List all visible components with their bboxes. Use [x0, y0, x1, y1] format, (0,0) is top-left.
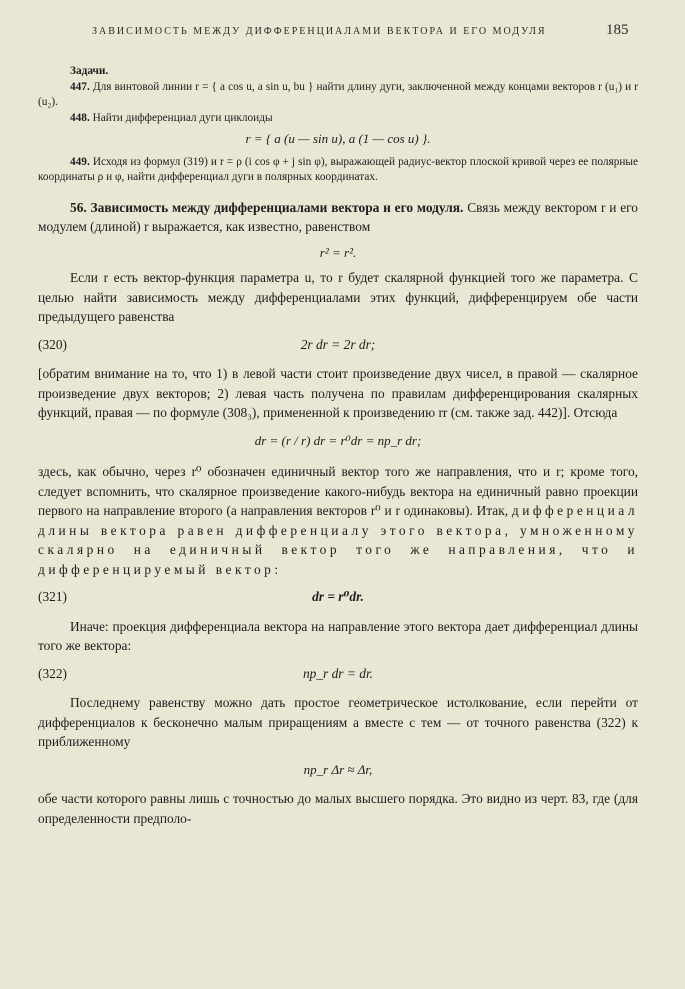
equation-322: [38, 664, 638, 684]
paragraph-1: Если r есть вектор-функция параметра u, то r будет скалярной функцией того же параметра. С целью найти зависимость между дифференциалами этих функций, дифференцируем обе части предыдущего равенства: [38, 270, 638, 324]
paragraph-3-text: здесь, как обычно, через r⁰ обозначен единичный вектор того же направления, что и r; кроме того, следует вспомнить, что скалярное произведение какого-нибудь вектора на единичный равно проекции первого на направление второго (а направления векторов r⁰ и r одинаковы). Итак,: [38, 464, 638, 518]
problem-449: [38, 155, 638, 186]
running-title: ЗАВИСИМОСТЬ МЕЖДУ ДИФФЕРЕНЦИАЛАМИ ВЕКТОРА И ЕГО МОДУЛЯ: [92, 26, 547, 37]
paragraph-2: [обратим внимание на то, что 1) в левой части стоит произведение двух чисел, в правой — скалярное произведение двух векторов; 2) левая часть получена по правилам дифференцирования скалярных функций, правая — по формуле (308₃), примененной к произведению rr (см. также зад. 442)]. Отсюда: [38, 366, 638, 420]
equation-number: (321): [38, 589, 68, 604]
section-title: 56. Зависимость между дифференциалами вектора и его модуля.: [70, 199, 464, 215]
equation-body: dr = r⁰dr.: [312, 589, 364, 604]
page-content: [38, 58, 638, 828]
equation-321: [38, 587, 638, 607]
equation-number: (320): [38, 336, 68, 352]
equation-320: [38, 335, 638, 355]
problem-448: [38, 111, 638, 127]
modulus-square-formula: r² = r².: [319, 244, 357, 260]
paragraph-4: Иначе: проекция дифференциала вектора на направление этого вектора дает дифференциал длины того же вектора:: [38, 618, 638, 653]
problems-heading: Задачи.: [70, 65, 109, 77]
problem-text: Найти дифференциал дуги циклоиды: [92, 111, 273, 124]
problem-number: 448.: [70, 111, 90, 124]
paragraph-6: обе части которого равны лишь с точностью до малых высшего порядка. Это видно из черт. 83, где (для определенности предполо-: [38, 791, 638, 826]
emphasized-rule: дифференциал длины вектора равен дифференциалу этого вектора, умноженному скалярно на единичный вектор того же направления, что и дифференцируемый вектор:: [38, 503, 638, 577]
problem-text: Исходя из формул (319) и r = ρ (i cos φ + j sin φ), выражающей радиус-вектор плоской кривой через ее полярные координаты ρ и φ, найти дифференциал дуги в полярных координатах.: [38, 155, 638, 183]
paragraph-5: Последнему равенству можно дать простое геометрическое истолкование, если перейти от дифференциалов к бесконечно малым приращениям а вместе с тем — от точного равенства (322) к приближенному: [38, 695, 638, 749]
problem-number: 449.: [70, 155, 90, 168]
section-56: [38, 198, 638, 237]
problems-block: [38, 64, 638, 186]
equation-number: (322): [38, 665, 68, 681]
dr-formula: dr = (r / r) dr = r⁰dr = пр_r dr;: [254, 432, 422, 448]
problem-number: 447.: [70, 80, 90, 93]
cycloid-formula: r = { a (u — sin u), a (1 — cos u) }.: [245, 131, 431, 146]
problem-447: [38, 80, 638, 111]
problem-text: Для винтовой линии r = { a cos u, a sin u, bu } найти длину дуги, заключенной между концами векторов r (u₁) и r (u₂).: [38, 80, 638, 108]
paragraph-3: [38, 462, 638, 579]
equation-body: пр_r dr = dr.: [302, 665, 374, 681]
approx-formula: пр_r Δr ≈ Δr,: [303, 761, 373, 777]
equation-body: 2r dr = 2r dr;: [300, 336, 376, 352]
section-intro: Связь между вектором r и его модулем (длиной) r выражается, как известно, равенством: [38, 199, 639, 234]
page-number: 185: [606, 22, 629, 38]
